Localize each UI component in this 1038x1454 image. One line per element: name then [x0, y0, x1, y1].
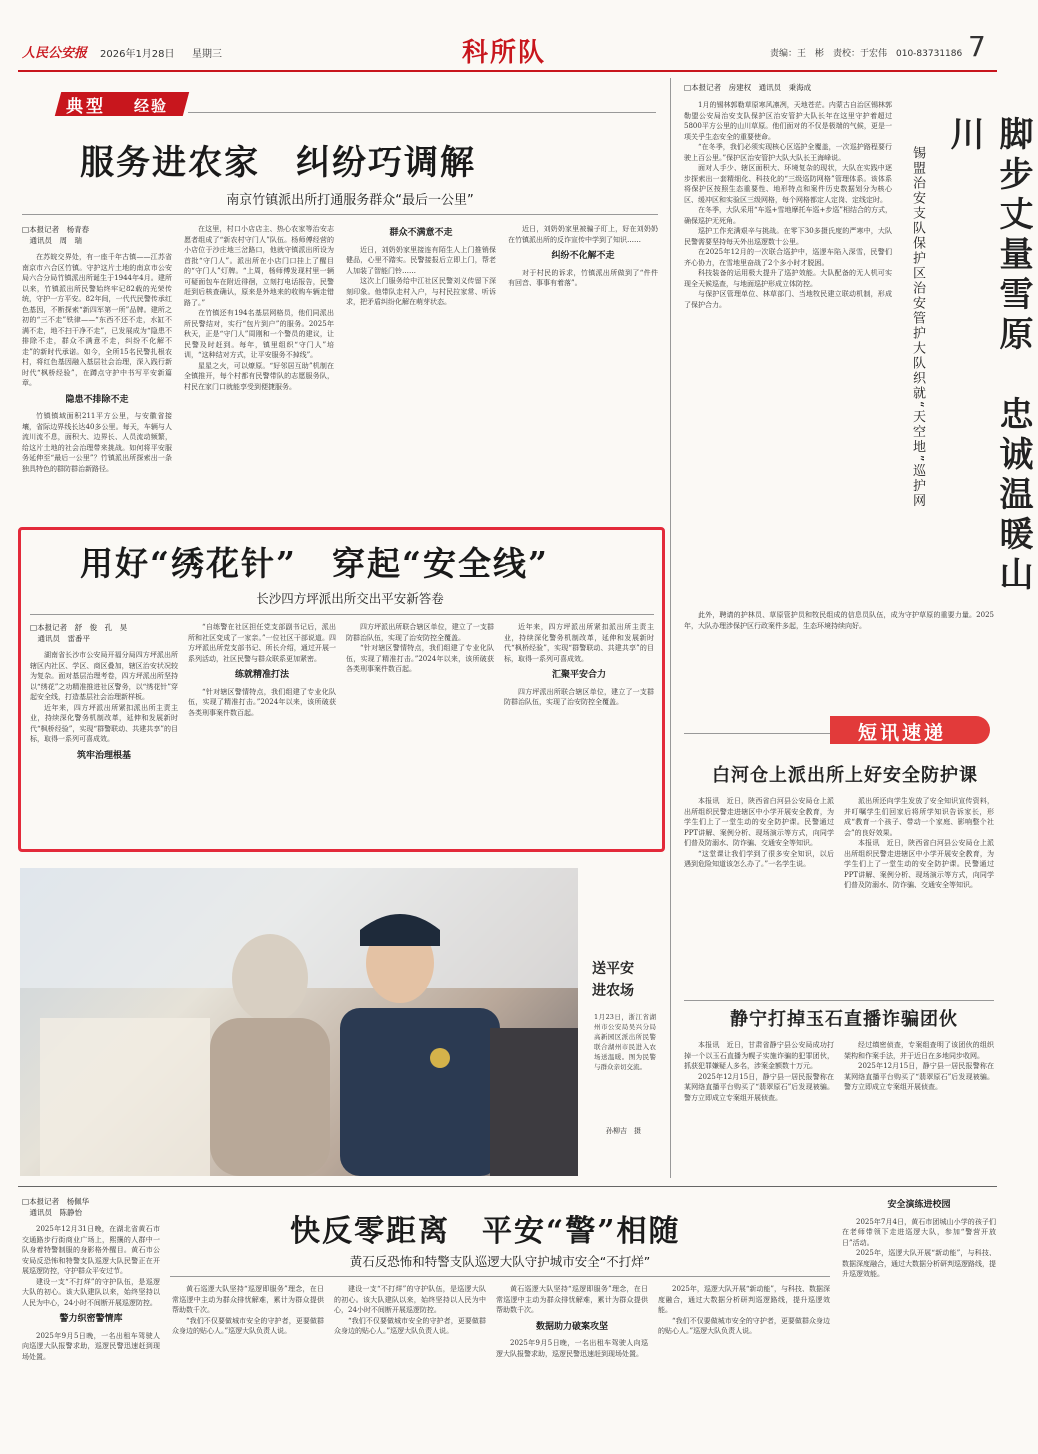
- story1-col2: [184, 224, 334, 517]
- story3-col5: [658, 1284, 830, 1448]
- right-para: 科技装备的运用极大提升了巡护效能。大队配备的无人机可实现全天候巡查，与地面巡护形成立体防控。: [684, 269, 892, 288]
- story2-rule: [30, 614, 654, 615]
- story3-top-rule: [18, 1186, 997, 1187]
- brief1-para: 本报讯 近日，陕西省白河县公安局仓上派出所组织民警走进辖区中小学开展安全教育，为学生们上了一堂生动的安全防护课。民警通过PPT讲解、案例分析、现场演示等方式，向同学们普及防溺水、防诈骗、交通安全等知识。: [684, 797, 834, 847]
- masthead-weekday: 星期三: [192, 49, 222, 60]
- story3-col1: [22, 1224, 160, 1448]
- story2-subhead: 练就精准打法: [234, 670, 289, 680]
- story3-subhead: 安全演练进校园: [887, 1200, 951, 1210]
- right-subtitle: 锡盟治安支队保护区治安管护大队织就“天空地”巡护网: [910, 146, 925, 509]
- story2-col1: [30, 650, 178, 844]
- photo-credit: 孙柳吉 摄: [606, 1127, 641, 1135]
- story1-para: 在竹镇还有194名基层网格员，他们同派出所民警结对，实行“包片到户”的服务。2025年秋天，正是“守门人”周刚和一个警员的建议，让民警及时赶到。每年，镇里组织“守门人”培训，“这种结对方式，让平安服务不掉线”。: [184, 309, 334, 359]
- right-byline: □本报记者 房建权 通讯员 秉海成: [684, 83, 812, 92]
- story3-title: 快反零距离 平安“警”相随: [290, 1214, 681, 1249]
- story2-byline: □本报记者 舒 俊 孔 昊 通讯员 雷番平: [30, 623, 128, 643]
- brief1-para: 本报讯 近日，陕西省白河县公安局仓上派出所组织民警走进辖区中小学开展安全教育，为学生们上了一堂生动的安全防护课。民警通过PPT讲解、案例分析、现场演示等方式，向同学们普及防溺水、防诈骗、交通安全等知识。: [844, 839, 994, 889]
- brief1-title: 白河仓上派出所上好安全防护课: [712, 765, 978, 786]
- story1-col4: [508, 224, 658, 517]
- story3-byline: □本报记者 杨佩华 通讯员 陈静怡: [22, 1197, 90, 1217]
- news-photo: [20, 868, 578, 1176]
- story1-subhead: 群众不满意不走: [389, 228, 453, 238]
- right-para: 在2025年12月的一次联合巡护中，巡逻车陷入深雪，民警们齐心协力，在雪地里奋战了2个多小时才脱困。: [684, 248, 892, 267]
- story3-para: 黄石巡逻大队坚持“巡逻即服务”理念，在日常巡逻中主动为群众排忧解难，累计为群众提供帮助数千次。: [172, 1285, 324, 1314]
- right-para: 巡护工作充满艰辛与挑战。在零下30多摄氏度的严寒中，大队民警需要坚持每天外出巡逻数十公里。: [684, 227, 892, 246]
- section-title: 科所队: [462, 38, 547, 68]
- story3-col4: [496, 1284, 648, 1448]
- kicker-text-b: 经验: [134, 97, 169, 115]
- brief2-para: 本报讯 近日，甘肃省静宁县公安局成功打掉一个以玉石直播为幌子实施诈骗的犯罪团伙，抓获犯罪嫌疑人多名，涉案金额数十万元。: [684, 1041, 834, 1070]
- story2-subhead: 筑牢治理根基: [76, 750, 131, 761]
- photo-caption-title: 送平安 进农场: [592, 961, 634, 999]
- brief1-para: “这堂课让我们学到了很多安全知识，以后遇到危险知道该怎么办了。”一名学生说。: [684, 849, 834, 868]
- story2-subhead: 汇聚平安合力: [551, 670, 606, 680]
- story3-para: 2025年，巡逻大队开展“新动能”，与科技、数据深度融合，通过大数据分析研判巡逻路线，提升巡逻效能。: [842, 1249, 996, 1278]
- story3-para: “我们不仅要做城市安全的守护者，更要做群众身边的贴心人。”巡逻大队负责人说。: [658, 1316, 830, 1335]
- brief2-col2: [844, 1040, 994, 1175]
- story3-para: 建设一支“不打烊”的守护队伍，是巡逻大队的初心。该大队建队以来，始终坚持以人民为中心，24小时不间断开展巡逻防控。: [334, 1285, 486, 1314]
- story3-subhead: 数据助力破案攻坚: [535, 1321, 608, 1332]
- story1-para: 竹镇镇域面积211平方公里，与安徽省接壤，省际边界线长达40多公里。每天，车辆与人流川流不息，面积大、边界长、人员流动频繁，给这片土地的社会治理带来挑战。如何将平安服务延伸至“最后一公里”？竹镇派出所探索出一条独具特色的群防群治新路径。: [22, 412, 172, 473]
- brief2-para: 2025年12月15日，静宁县一居民报警称在某网络直播平台购买了“翡翠原石”后发现被骗。警方立即成立专案组开展侦查。: [684, 1072, 834, 1102]
- brief1-col1: [684, 796, 834, 996]
- right-para: 在冬季，大队采用“车巡+雪地摩托车巡+步巡”相结合的方式，确保巡护无死角。: [684, 206, 892, 225]
- story3-para: 2025年7月4日，黄石市团城山小学的孩子们在老师带领下走进巡逻大队，参加“警营开放日”活动。: [842, 1217, 996, 1247]
- story3-subhead: 警力织密警情库: [59, 1314, 123, 1324]
- right-col-bottom: [684, 610, 994, 690]
- story1-para: 对于村民的诉求，竹镇派出所做到了“件件有回音、事事有着落”。: [508, 268, 658, 287]
- story1-para: 这次上门服务给中江社区民警刘义传留下深刻印象。他带队走村入户，与村民拉家常、听诉求，把矛盾纠纷化解在萌芽状态。: [346, 277, 496, 306]
- story3-para: “我们不仅要做城市安全的守护者，更要做群众身边的贴心人。”巡逻大队负责人说。: [334, 1316, 486, 1335]
- story3-sub-rule: [170, 1276, 830, 1277]
- right-para: “在冬季，我们必须实现核心区巡护全覆盖，一次巡护路程要行驶上百公里。”保护区治安管护大队大队长王海峰说。: [684, 143, 892, 162]
- story2-para: 近年来，四方坪派出所紧扣派出所主责主业，持续深化警务机制改革，延伸和发展新时代“枫桥经验”，实现“群警联动、共建共享”的目标，取得一系列可喜成效。: [30, 703, 178, 743]
- right-title: 脚步丈量雪原 忠诚温暖山川: [944, 116, 1033, 596]
- right-para: 面对人手少、辖区面积大、环境复杂的现状，大队在实践中逐步探索出一套精细化、科技化的“三级巡防网格”管理体系。该体系将保护区按照生态重要性、地形特点和案件历史数据划分为核心区、缓冲区和实验区三级网格，每个网格都定人定岗、定线定时。: [684, 164, 892, 204]
- story1-para: 近日，刘奶奶家里接连有陌生人上门推销保健品，心里不踏实。民警接报后立即上门，帮老人加装了智能门铃……: [346, 245, 496, 275]
- story2-para: “针对辖区警情特点，我们组建了专业化队伍，实现了精准打击。”2024年以来，该所破获各类刑事案件数百起。: [346, 644, 494, 673]
- story1-col1: [22, 252, 172, 517]
- brief2-para: 2025年12月15日，静宁县一居民报警称在某网络直播平台购买了“翡翠原石”后发现被骗。警方立即成立专案组开展侦查。: [844, 1062, 994, 1091]
- kicker-text-a: 典型: [66, 97, 106, 117]
- story1-subtitle: 南京竹镇派出所打通服务群众“最后一公里”: [226, 193, 474, 208]
- photo-caption: 1月23日，浙江省湖州市公安局吴兴分局高新园区派出所民警联合湖州市民进入农场送温暖。图为民警与群众亲切交流。: [594, 1013, 656, 1071]
- story3-subtitle: 黄石反恐怖和特警支队巡逻大队守护城市安全“不打烊”: [349, 1254, 651, 1269]
- brief2-para: 经过缜密侦查，专案组查明了该团伙的组织架构和作案手法，并于近日在多地同步收网。: [844, 1041, 994, 1060]
- brief-banner-text: 短讯速递: [858, 722, 947, 744]
- story1-subhead: 隐患不排除不走: [65, 394, 129, 405]
- story3-col3: [334, 1284, 486, 1448]
- masthead-editors: 责编：王 彬 责校：于宏伟 010-83731186: [770, 49, 963, 59]
- story3-col6: [842, 1196, 996, 1448]
- right-para: 与保护区管理单位、林草部门、当地牧民建立联动机制，形成了保护合力。: [684, 290, 892, 309]
- story3-para: 2025年，巡逻大队开展“新动能”，与科技、数据深度融合，通过大数据分析研判巡逻路线，提升巡逻效能。: [658, 1285, 830, 1314]
- story2-col3: [346, 622, 494, 844]
- kicker-rule: [188, 112, 656, 113]
- photo-illustration: [20, 868, 578, 1176]
- story3-para: 黄石巡逻大队坚持“巡逻即服务”理念，在日常巡逻中主动为群众排忧解难，累计为群众提供帮助数千次。: [496, 1285, 648, 1314]
- story1-subhead: 纠纷不化解不走: [551, 251, 615, 261]
- story2-col2: [188, 622, 336, 844]
- story3-para: 2025年9月5日晚，一名出租车驾驶人向巡逻大队报警求助，巡逻民警迅速赶到现场处置。: [496, 1339, 648, 1358]
- page-number: 7: [968, 30, 986, 63]
- right-para: 1月的锡林郭勒草原寒风凛冽，天地苍茫。内蒙古自治区锡林郭勒盟公安局治安支队保护区治安管护大队长年在这里守护着超过5800平方公里的山川草原。他们面对的不仅是极端的气候，更是一项关乎生态安全的重要使命。: [684, 101, 892, 141]
- story1-para: 近日，刘奶奶家里被骗子盯上，好在刘奶奶在竹镇派出所的反诈宣传中学到了知识……: [508, 225, 658, 244]
- right-column-divider: [670, 78, 671, 1178]
- story3-para: 2025年12月31日晚，在湖北省黄石市交通路步行街商业广场上，熙攘的人群中一队身着特警制服的身影格外醒目。黄石市公安局反恐怖和特警支队巡逻大队民警正在开展巡逻防控，守护群众平安过节。: [22, 1225, 160, 1275]
- story2-para: 湖南省长沙市公安局开福分局四方坪派出所辖区内社区、学区、商区叠加，辖区治安状况较为复杂。面对基层治理考卷，四方坪派出所坚持以“绣花”之功精准推进社区警务，以“绣花针”穿起安全线，打造基层社会治理新样板。: [30, 651, 178, 701]
- story3-para: 建设一支“不打烊”的守护队伍，是巡逻大队的初心。该大队建队以来，始终坚持以人民为中心，24小时不间断开展巡逻防控。: [22, 1277, 160, 1307]
- masthead-logo: 人民公安报: [22, 46, 88, 61]
- story1-para: 在这里，村口小店店主、热心农家等治安志愿者组成了“新农村守门人”队伍。杨师傅经营的小店位于沙庄地三岔路口，他就守镇派出所设为首批“守门人”。派出所在小店门口挂上了醒目的“守门人”灯牌。“上周，杨师傅发现村里一辆可疑面包车在附近徘徊，立刻打电话报告，民警赶到后核查确认，原来是外地来的收购车辆走错路了。”: [184, 225, 334, 307]
- story1-col3: [346, 224, 496, 517]
- story1-para: 星星之火，可以燎原。“好邻居互助”机制在全镇推开，每个村都有民警带队的志愿服务队，村民在家门口就能享受到便捷服务。: [184, 361, 334, 391]
- story2-title: 用好“绣花针” 穿起“安全线”: [80, 544, 549, 583]
- brief-rule: [684, 733, 830, 734]
- right-para: 此外，聘请的护林员、草原管护员和牧民组成的信息员队伍，成为守护草原的重要力量。2025年，大队办理涉保护区行政案件多起，生态环境持续向好。: [684, 611, 994, 630]
- story3-col2: [172, 1284, 324, 1448]
- brief1-col2: [844, 796, 994, 996]
- brief2-title: 静宁打掉玉石直播诈骗团伙: [730, 1009, 958, 1030]
- story1-byline: □本报记者 杨青春 通讯员 周 瑞: [22, 225, 90, 245]
- masthead-rule: [18, 70, 997, 72]
- story2-para: 四方坪派出所联合辖区单位，建立了一支群防群治队伍，实现了治安防控全覆盖。: [346, 623, 494, 642]
- story2-para: “自练警在社区担任党支部副书记后，派出所和社区变成了一家亲。”一位社区干部说道。四方坪派出所党支部书记、所长介绍，通过开展一系列活动，社区民警与群众联系更加紧密。: [188, 623, 336, 663]
- story1-rule: [22, 214, 658, 215]
- brief2-col1: [684, 1040, 834, 1175]
- story2-para: 四方坪派出所联合辖区单位，建立了一支群防群治队伍，实现了治安防控全覆盖。: [504, 687, 654, 706]
- story2-subtitle: 长沙四方坪派出所交出平安新答卷: [256, 591, 444, 606]
- story2-para: “针对辖区警情特点，我们组建了专业化队伍，实现了精准打击。”2024年以来，该所破获各类刑事案件数百起。: [188, 687, 336, 717]
- story2-col4: [504, 622, 654, 844]
- brief1-para: 派出所还向学生发放了安全知识宣传资料，并叮嘱学生们回家后将所学知识告诉家长，形成“教育一个孩子、带动一个家庭、影响整个社会”的良好效果。: [844, 797, 994, 837]
- story1-para: 在苏皖交界处，有一座千年古镇——江苏省南京市六合区竹镇。守护这片土地的南京市公安局六合分局竹镇派出所诞生于1944年4月。建所以来，竹镇派出所民警始终牢记82载的光荣传统，守护一方平安。82年间，一代代民警传承红色基因，不断探索“新四军第一所”品牌。建所之初的“三不走”铁律——“东西不还不走，水缸不满不走，地不扫干净不走”，已发展成为“隐患不排除不走，群众不满意不走，纠纷不化解不走”的新时代承诺。如今，全所15名民警扎根农村，将红色基因融入基层社会治理，深入践行新时代“枫桥经验”，在蹲点守护中书写平安新篇章。: [22, 253, 172, 387]
- story1-title: 服务进农家 纠纷巧调解: [80, 143, 476, 183]
- brief-divider: [684, 1000, 994, 1001]
- story3-para: “我们不仅要做城市安全的守护者，更要做群众身边的贴心人。”巡逻大队负责人说。: [172, 1316, 324, 1335]
- masthead-date: 2026年1月28日: [100, 49, 175, 60]
- story3-para: 2025年9月5日晚，一名出租车驾驶人向巡逻大队报警求助，巡逻民警迅速赶到现场处置。: [22, 1331, 160, 1361]
- story2-para: 近年来，四方坪派出所紧扣派出所主责主业，持续深化警务机制改革，延伸和发展新时代“枫桥经验”，实现“群警联动、共建共享”的目标，取得一系列可喜成效。: [504, 623, 654, 663]
